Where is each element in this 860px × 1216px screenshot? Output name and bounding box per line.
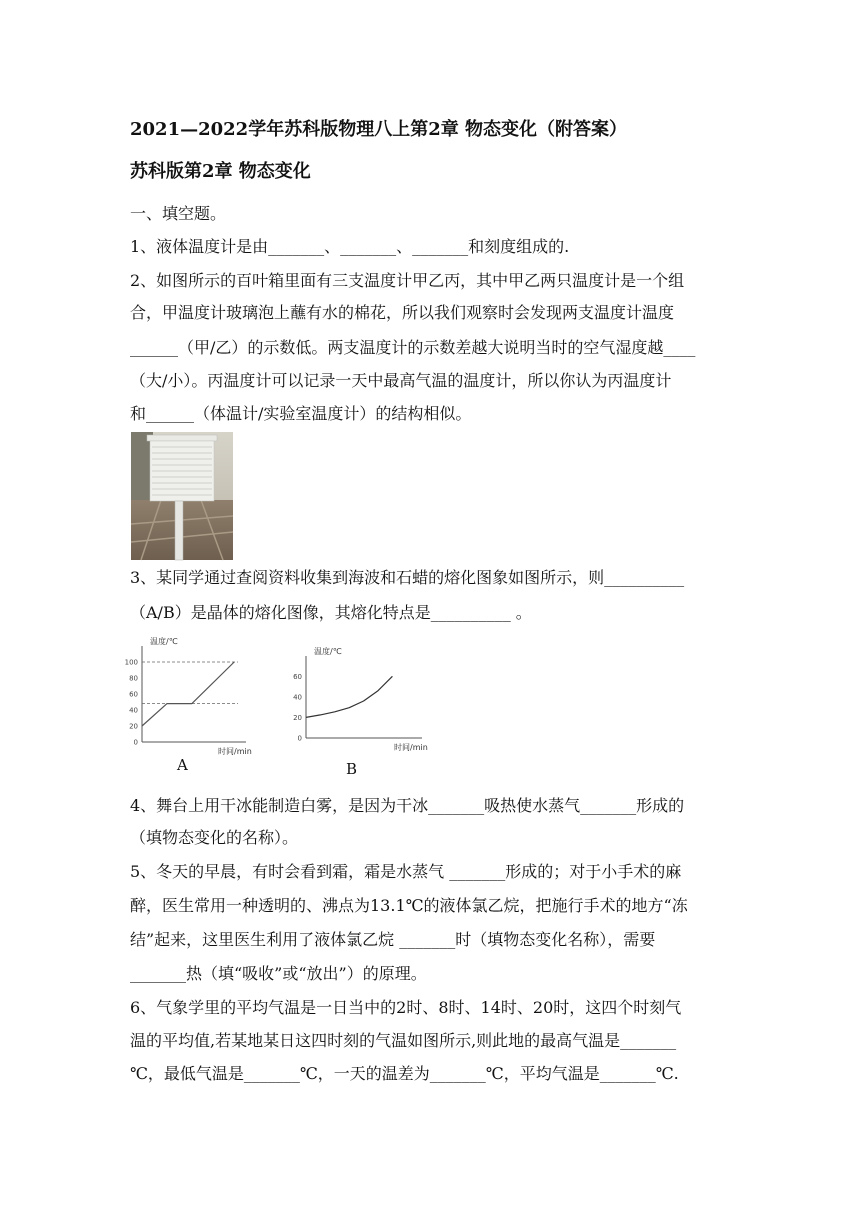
question-4-line-2: （填物态变化的名称）。 xyxy=(130,828,299,847)
question-3-line-2: （A/B）是晶体的熔化图像，其熔化特点是__________ 。 xyxy=(130,603,532,622)
question-2-line-1: 2、如图所示的百叶箱里面有三支温度计甲乙丙，其中甲乙两只温度计是一个组 xyxy=(130,271,685,290)
melting-graph-b xyxy=(290,632,430,756)
y-tick-label: 60 xyxy=(129,690,138,699)
question-6-line-2: 温的平均值,若某地某日这四时刻的气温如图所示,则此地的最高气温是_______ xyxy=(130,1031,677,1050)
louvered-box-photo xyxy=(131,432,233,560)
question-2-line-3: ______（甲/乙）的示数低。两支温度计的示数差越大说明当时的空气湿度越____ xyxy=(130,338,696,357)
chapter-heading: 苏科版第2章 物态变化 xyxy=(130,161,311,182)
y-tick-label: 40 xyxy=(129,706,138,715)
y-tick-label: 80 xyxy=(129,674,138,683)
question-2-line-5: 和______（体温计/实验室温度计）的结构相似。 xyxy=(130,404,472,423)
question-5-line-4: _______热（填“吸收”或“放出”）的原理。 xyxy=(130,964,427,983)
y-tick-label: 60 xyxy=(293,672,302,681)
x-axis-label: 时间/min xyxy=(394,743,428,752)
series-line xyxy=(306,676,392,717)
question-5-line-1: 5、冬天的早晨，有时会看到霜，霜是水蒸气 _______形成的；对于小手术的麻 xyxy=(130,862,682,881)
question-2-line-2: 合，甲温度计玻璃泡上蘸有水的棉花，所以我们观察时会发现两支温度计温度 xyxy=(130,303,675,322)
question-5-line-2: 醉，医生常用一种透明的、沸点为13.1℃的液体氯乙烷，把施行手术的地方“冻 xyxy=(130,896,688,915)
section-heading: 一、填空题。 xyxy=(130,204,227,223)
x-axis-label: 时间/min xyxy=(218,747,252,756)
question-6-line-3: ℃，最低气温是_______℃，一天的温差为_______℃，平均气温是_______℃. xyxy=(130,1064,679,1083)
graph-b-label: B xyxy=(346,760,358,778)
y-tick-label: 20 xyxy=(129,722,138,731)
melting-graph-a xyxy=(124,632,260,760)
question-2-line-4: （大/小）。丙温度计可以记录一天中最高气温的温度计，所以你认为丙温度计 xyxy=(130,371,672,390)
question-1: 1、液体温度计是由_______、_______、_______和刻度组成的. xyxy=(130,237,570,256)
y-axis-label: 温度/℃ xyxy=(314,647,342,656)
question-4-line-1: 4、舞台上用干冰能制造白雾，是因为干冰_______吸热使水蒸气_______形成的 xyxy=(130,796,685,815)
series-line xyxy=(142,662,234,726)
y-tick-label: 100 xyxy=(124,658,138,667)
document-title: 2021—2022学年苏科版物理八上第2章 物态变化（附答案） xyxy=(130,119,627,140)
y-tick-label: 0 xyxy=(133,738,138,747)
y-tick-label: 0 xyxy=(297,734,302,743)
y-tick-label: 40 xyxy=(293,693,302,702)
question-5-line-3: 结”起来，这里医生利用了液体氯乙烷 _______时（填物态变化名称），需要 xyxy=(130,930,656,949)
question-6-line-1: 6、气象学里的平均气温是一日当中的2时、8时、14时、20时，这四个时刻气 xyxy=(130,998,682,1017)
y-tick-label: 20 xyxy=(293,713,302,722)
y-axis-label: 温度/℃ xyxy=(150,637,178,646)
question-3-line-1: 3、某同学通过查阅资料收集到海波和石蜡的熔化图象如图所示，则__________ xyxy=(130,568,685,587)
graph-a-label: A xyxy=(177,756,188,774)
